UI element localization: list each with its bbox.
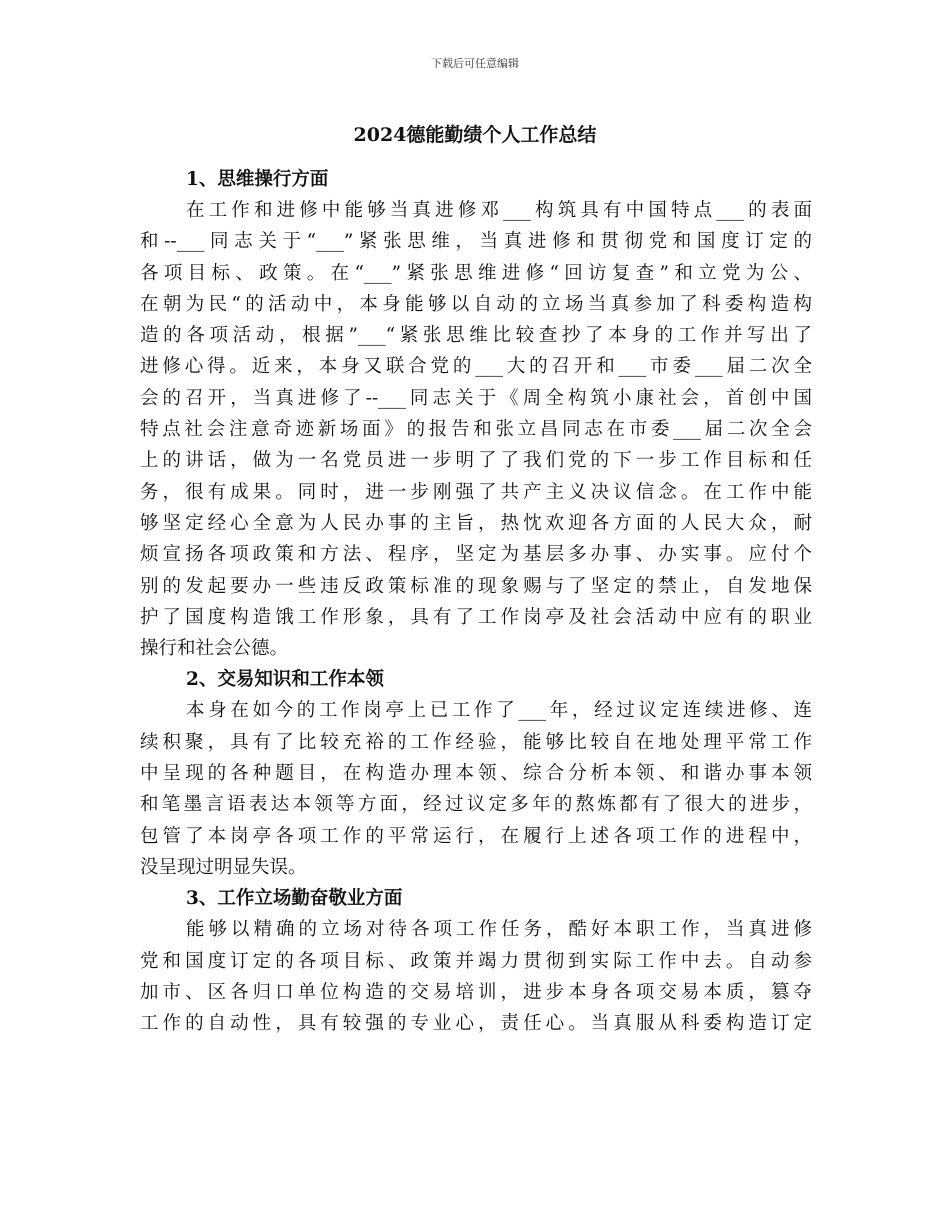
- text-line: 本身在如今的工作岗亭上已工作了___年，经过议定连续进修、连: [186, 700, 812, 722]
- text-line: 别的发起要办一些违反政策标准的现象赐与了坚定的禁止，自发地保: [140, 575, 812, 597]
- text-line: 和--___同志关于“___”紧张思维，当真进修和贯彻党和国度订定的: [140, 231, 812, 253]
- text-line: 各项目标、政策。在“___”紧张思维进修“回访复查”和立党为公、: [140, 262, 812, 284]
- text-line: 进修心得。近来，本身又联合党的___大的召开和___市委___届二次全: [140, 356, 812, 378]
- text-line: 会的召开，当真进修了--___同志关于《周全构筑小康社会，首创中国: [140, 387, 812, 409]
- document-title: 2024德能勤绩个人工作总结: [353, 124, 597, 146]
- text-line: 和笔墨言语表达本领等方面，经过议定多年的熬炼都有了很大的进步，: [140, 794, 812, 816]
- text-line: 中呈现的各种题目，在构造办理本领、综合分析本领、和谐办事本领: [140, 763, 812, 785]
- text-line: 操行和社会公德。: [140, 638, 289, 660]
- section-heading-3: 3、工作立场勤奋敬业方面: [186, 888, 403, 910]
- text-line: 烦宣扬各项政策和方法、程序，坚定为基层多办事、办实事。应付个: [140, 544, 812, 566]
- section-heading-1: 1、思维操行方面: [186, 169, 329, 190]
- text-line: 务，很有成果。同时，进一步刚强了共产主义决议信念。在工作中能: [140, 481, 812, 503]
- section-body-1: [140, 195, 812, 664]
- document-body: [140, 164, 812, 1039]
- text-line: 特点社会注意奇迹新场面》的报告和张立昌同志在市委___届二次全会: [140, 419, 812, 441]
- text-line: 在朝为民“的活动中，本身能够以自动的立场当真参加了科委构造构: [140, 293, 812, 315]
- section-heading-2: 2、交易知识和工作本领: [186, 669, 384, 691]
- header-note: 下载后可任意编辑: [431, 57, 519, 70]
- text-line: 能够以精确的立场对待各项工作任务，酷好本职工作，当真进修: [186, 919, 812, 941]
- text-line: 工作的自动性，具有较强的专业心，责任心。当真服从科委构造订定: [140, 1013, 812, 1035]
- text-line: 在工作和进修中能够当真进修邓___构筑具有中国特点___的表面: [186, 200, 812, 221]
- text-line: 上的讲话，做为一名党员进一步明了了我们党的下一步工作目标和任: [140, 450, 812, 472]
- text-line: 造的各项活动，根据”___“紧张思维比较查抄了本身的工作并写出了: [140, 325, 812, 347]
- text-line: 续积聚，具有了比较充裕的工作经验，能够比较自在地处理平常工作: [140, 731, 812, 753]
- section-body-3: [140, 914, 812, 1039]
- text-line: 没呈现过明显失误。: [140, 856, 307, 878]
- text-line: 包管了本岗亭各项工作的平常运行，在履行上述各项工作的进程中，: [140, 825, 812, 847]
- section-body-2: [140, 695, 812, 883]
- text-line: 够坚定经心全意为人民办事的主旨，热忱欢迎各方面的人民大众，耐: [140, 512, 812, 534]
- text-line: 加市、区各归口单位构造的交易培训，进步本身各项交易本质，篡夺: [140, 981, 812, 1003]
- text-line: 护了国度构造饿工作形象，具有了工作岗亭及社会活动中应有的职业: [140, 606, 812, 628]
- text-line: 党和国度订定的各项目标、政策并竭力贯彻到实际工作中去。自动参: [140, 950, 812, 972]
